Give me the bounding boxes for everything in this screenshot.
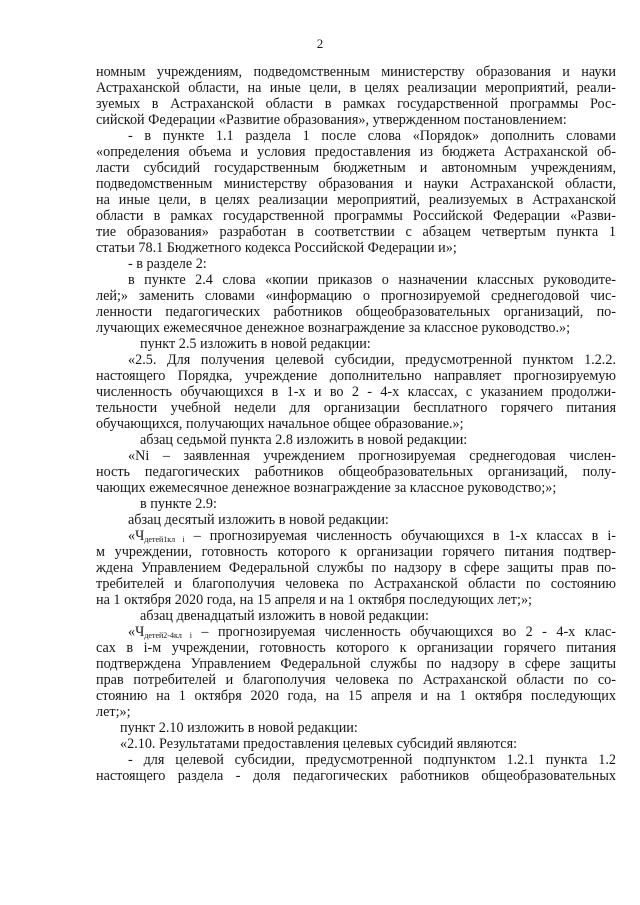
text-line: лет;»;: [96, 704, 131, 720]
text-line: статьи 78.1 Бюджетного кодекса Российской Федерации и»;: [96, 240, 457, 256]
text-line: зуемых в Астраханской области в рамках государственной программы Рос-: [96, 96, 616, 112]
text-line: ждена Управлением Федеральной службы по надзору в сфере защиты прав по-: [96, 560, 616, 576]
text-line: «Ni – заявленная учреждением прогнозируемая среднегодовая числен-: [128, 448, 616, 464]
text-line: сах в i-м учреждении, готовность которого к организации горячего питания: [96, 640, 616, 656]
text-line: Астраханской области, на иные цели, в целях реализации мероприятий, реали-: [96, 80, 616, 96]
text-line: абзац двенадцатый изложить в новой редакции:: [140, 608, 429, 624]
text-line: ленности педагогических работников общеобразовательных организаций, по-: [96, 304, 616, 320]
text-line: численность обучающихся в 1-х и во 2 - 4-х классах, с указанием продолжи-: [96, 384, 616, 400]
text-line: на иные цели, в целях реализации мероприятий, реализуемых в Астраханской: [96, 192, 616, 208]
text-line: стоянию на 1 октября 2020 года, на 15 апреля и на 1 октября последующих: [96, 688, 616, 704]
text-line: чающих ежемесячное денежное вознаграждение за классное руководство;»;: [96, 480, 557, 496]
text-line: тие образования» разработан в соответствии с абзацем четвертым пункта 1: [96, 224, 616, 240]
text-line: настоящего раздела - доля педагогических работников общеобразовательных: [96, 768, 616, 784]
text-line: подтверждена Управлением Федеральной службы по надзору в сфере защиты: [96, 656, 616, 672]
subscript-index: детей1кл i: [144, 535, 185, 544]
text-line: - для целевой субсидии, предусмотренной подпунктом 1.2.1 пункта 1.2: [128, 752, 616, 768]
text-line: [96, 528, 616, 544]
text-line: настоящего Порядка, учреждение дополнительно направляет прогнозируемую: [96, 368, 616, 384]
text-line: абзац седьмой пункта 2.8 изложить в новой редакции:: [140, 432, 468, 448]
text-line: требителей и благополучия человека по Астраханской области по состоянию: [96, 576, 616, 592]
text-line: обучающихся, получающих начальное общее образование.»;: [96, 416, 464, 432]
text-line: ность педагогических работников общеобразовательных организаций, полу-: [96, 464, 616, 480]
text-line: абзац десятый изложить в новой редакции:: [128, 512, 389, 528]
text-line: подведомственным министерству образования и науки Астраханской области,: [96, 176, 616, 192]
document-body: [96, 64, 616, 784]
text-line: тельности учебной недели для организации бесплатного горячего питания: [96, 400, 616, 416]
text-line: сийской Федерации «Развитие образования», утвержденном постановлением:: [96, 112, 567, 128]
text-fragment: – прогнозируемая численность обучающихся во 2 - 4-х клас-: [191, 624, 617, 640]
text-line: [96, 624, 616, 640]
text-line: «2.5. Для получения целевой субсидии, предусмотренной пунктом 1.2.2.: [128, 352, 616, 368]
text-fragment: «Ч: [128, 624, 145, 640]
text-line: номным учреждениям, подведомственным министерству образования и науки: [96, 64, 616, 80]
text-line: прав потребителей и благополучия человека по Астраханской области по со-: [96, 672, 616, 688]
text-line: на 1 октября 2020 года, на 15 апреля и на 1 октября последующих лет;»;: [96, 592, 532, 608]
text-line: «2.10. Результатами предоставления целевых субсидий являются:: [120, 736, 518, 752]
text-line: м учреждении, готовность которого к организации горячего питания подтвер-: [96, 544, 616, 560]
text-line: - в пункте 1.1 раздела 1 после слова «Порядок» дополнить словами: [128, 128, 616, 144]
text-line: в пункте 2.9:: [140, 496, 217, 512]
text-fragment: «Ч: [128, 528, 145, 544]
subscript-index: детей2-4кл i: [144, 631, 192, 640]
text-line: - в разделе 2:: [128, 256, 207, 272]
text-line: в пункте 2.4 слова «копии приказов о назначении классных руководите-: [128, 272, 616, 288]
text-line: области в рамках государственной программы Российской Федерации «Разви-: [96, 208, 616, 224]
page-number: 2: [316, 36, 324, 51]
text-line: лучающих ежемесячное денежное вознаграждение за классное руководство.»;: [96, 320, 571, 336]
text-line: «определения объема и условия предоставления из бюджета Астраханской об-: [96, 144, 616, 160]
text-line: пункт 2.10 изложить в новой редакции:: [120, 720, 358, 736]
text-line: пункт 2.5 изложить в новой редакции:: [140, 336, 371, 352]
text-fragment: – прогнозируемая численность обучающихся в 1-х классах в i-: [184, 528, 616, 544]
text-line: лей;» заменить словами «информацию о прогнозируемой среднегодовой чис-: [96, 288, 616, 304]
text-line: ласти субсидий государственным бюджетным и автономным учреждениям,: [96, 160, 616, 176]
